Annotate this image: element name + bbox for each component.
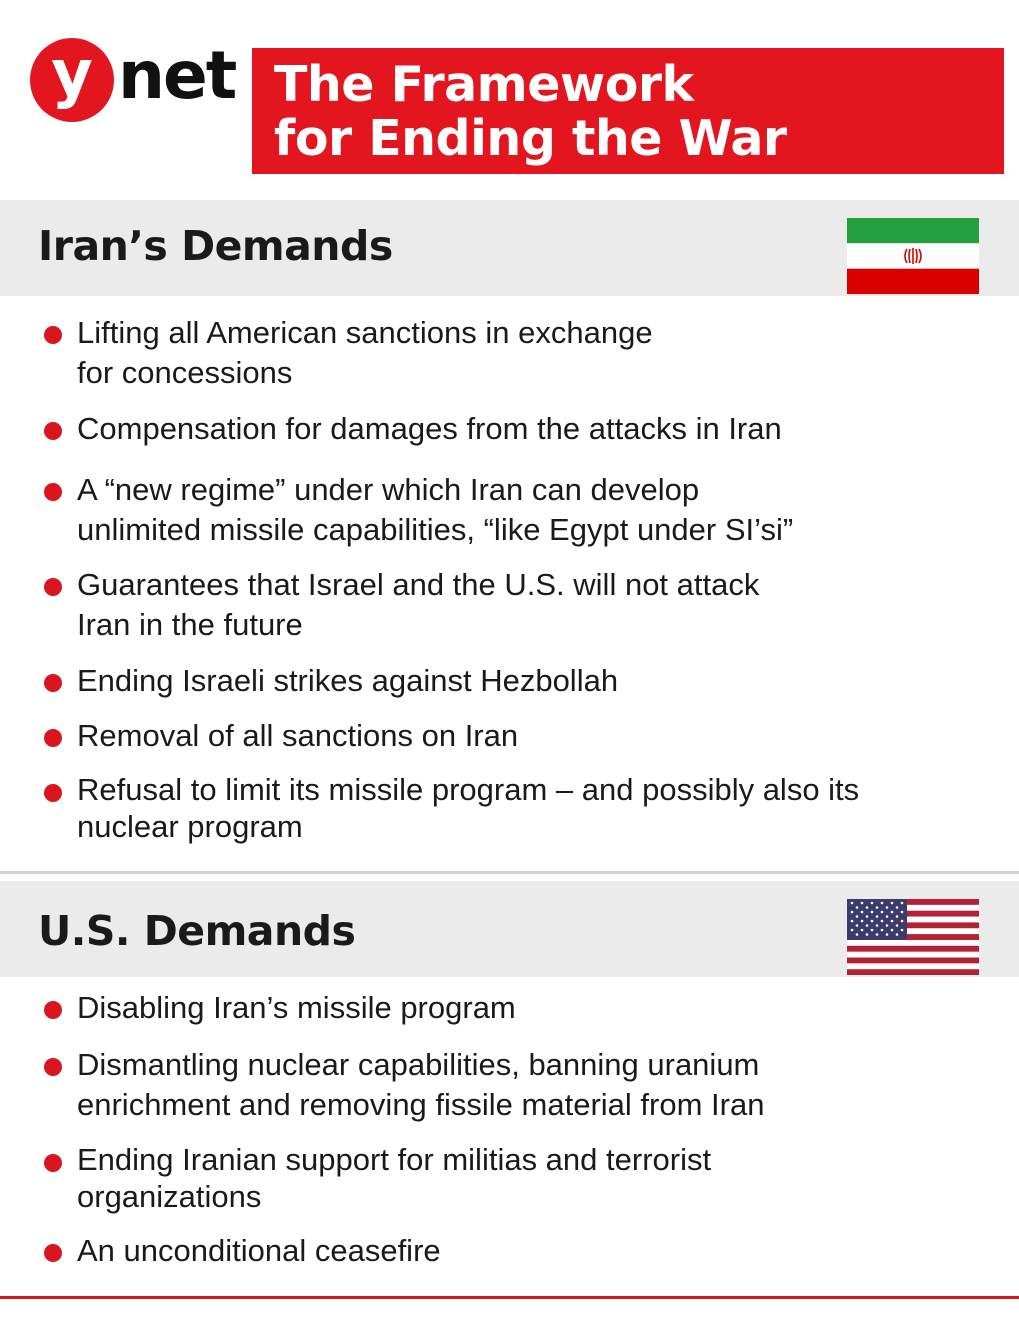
list-item-text: Guarantees that Israel and the U.S. will not attack Iran in the future <box>77 567 760 642</box>
list-item-text: Ending Israeli strikes against Hezbollah <box>77 663 619 698</box>
bullet-icon <box>44 674 62 692</box>
list-item-text: Compensation for damages from the attacks in Iran <box>77 411 782 446</box>
section-header-iran <box>0 200 1019 296</box>
bullet-icon <box>44 578 62 596</box>
list-item-text: An unconditional ceasefire <box>77 1233 441 1268</box>
title-banner <box>252 48 1004 174</box>
list-item-text: Ending Iranian support for militias and terrorist organizations <box>77 1142 712 1214</box>
logo-text: net <box>118 37 236 114</box>
header <box>0 0 1019 200</box>
bullet-icon <box>44 483 62 501</box>
section-title-us: U.S. Demands <box>38 907 356 955</box>
bullet-icon <box>44 1058 62 1076</box>
list-item-text: A “new regime” under which Iran can develop unlimited missile capabilities, “like Egypt under SI’si” <box>77 472 794 547</box>
list-item-text: Refusal to limit its missile program – and possibly also its nuclear program <box>77 772 860 844</box>
bullet-icon <box>44 1001 62 1019</box>
list-item-text: Dismantling nuclear capabilities, banning uranium enrichment and removing fissile material from Iran <box>77 1047 765 1122</box>
section-title-iran: Iran’s Demands <box>38 222 393 270</box>
iran-flag-icon <box>847 218 979 294</box>
ynet-logo[interactable] <box>30 38 235 122</box>
list-item-text: Removal of all sanctions on Iran <box>77 718 519 753</box>
logo-letter: y <box>51 37 93 111</box>
us-flag-icon <box>847 899 979 975</box>
bullet-icon <box>44 784 62 802</box>
bullet-icon <box>44 1154 62 1172</box>
logo-circle <box>30 38 114 122</box>
bullet-icon <box>44 729 62 747</box>
bullet-icon <box>44 422 62 440</box>
section-header-us <box>0 881 1019 977</box>
bottom-rule <box>0 1296 1019 1299</box>
list-item-text: Lifting all American sanctions in exchange for concessions <box>77 315 653 390</box>
bullet-icon <box>44 1244 62 1262</box>
page-title-line-2: for Ending the War <box>274 110 787 167</box>
bullet-icon <box>44 326 62 344</box>
page-title-line-1: The Framework <box>274 56 694 113</box>
section-divider <box>0 871 1019 874</box>
list-item-text: Disabling Iran’s missile program <box>77 990 516 1025</box>
